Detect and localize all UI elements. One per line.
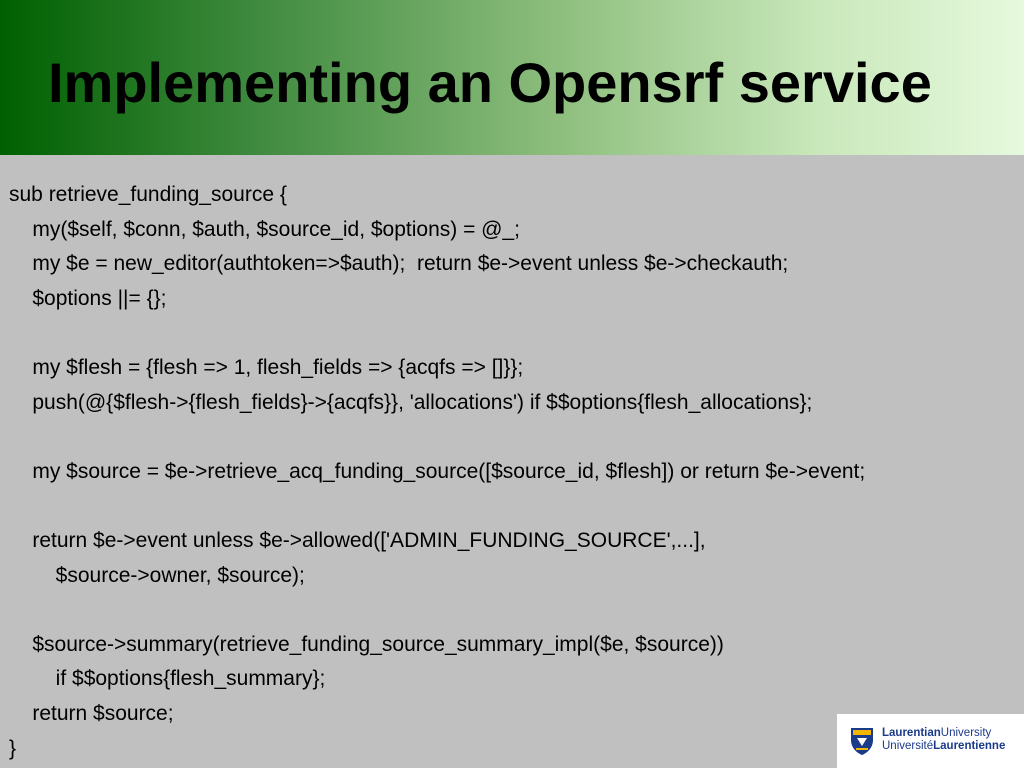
code-line: return $e->event unless $e->allowed(['ADMIN_FUNDING_SOURCE',...], (9, 528, 706, 552)
code-block (9, 178, 1009, 766)
code-line: my $flesh = {flesh => 1, flesh_fields => {acqfs => []}}; (9, 355, 524, 379)
code-line: if $$options{flesh_summary}; (9, 667, 326, 691)
code-line (9, 489, 1009, 524)
slide-title: Implementing an Opensrf service (48, 51, 932, 114)
logo-line-2-regular: Université (882, 740, 934, 752)
code-line: push(@{$flesh->{flesh_fields}->{acqfs}}, 'allocations') if $$options{flesh_allocations}; (9, 390, 813, 414)
logo-line-1-bold: Laurentian (882, 727, 941, 739)
code-line (9, 316, 1009, 351)
code-line: my $e = new_editor(authtoken=>$auth); return $e->event unless $e->checkauth; (9, 252, 789, 276)
code-line (9, 593, 1009, 628)
code-line: $options ||= {}; (9, 286, 167, 310)
code-line: sub retrieve_funding_source { (9, 183, 287, 206)
logo-line-2-bold: Laurentienne (933, 740, 1006, 752)
logo-line-1-regular: University (940, 727, 992, 739)
code-line: my $source = $e->retrieve_acq_funding_source([$source_id, $flesh]) or return $e->event; (9, 459, 866, 483)
university-logo (837, 714, 1024, 768)
code-line: return $source; (9, 701, 174, 725)
logo-line-1 (882, 727, 1005, 740)
code-line (9, 420, 1009, 455)
logo-line-2 (882, 740, 1005, 753)
title-bar (0, 0, 1024, 155)
code-line: $source->summary(retrieve_funding_source_summary_impl($e, $source)) (9, 632, 724, 656)
code-line: } (9, 736, 17, 760)
code-line: my($self, $conn, $auth, $source_id, $options) = @_; (9, 217, 521, 241)
logo-wordmark (882, 727, 1005, 753)
shield-icon (849, 726, 875, 756)
code-line: $source->owner, $source); (9, 563, 305, 587)
